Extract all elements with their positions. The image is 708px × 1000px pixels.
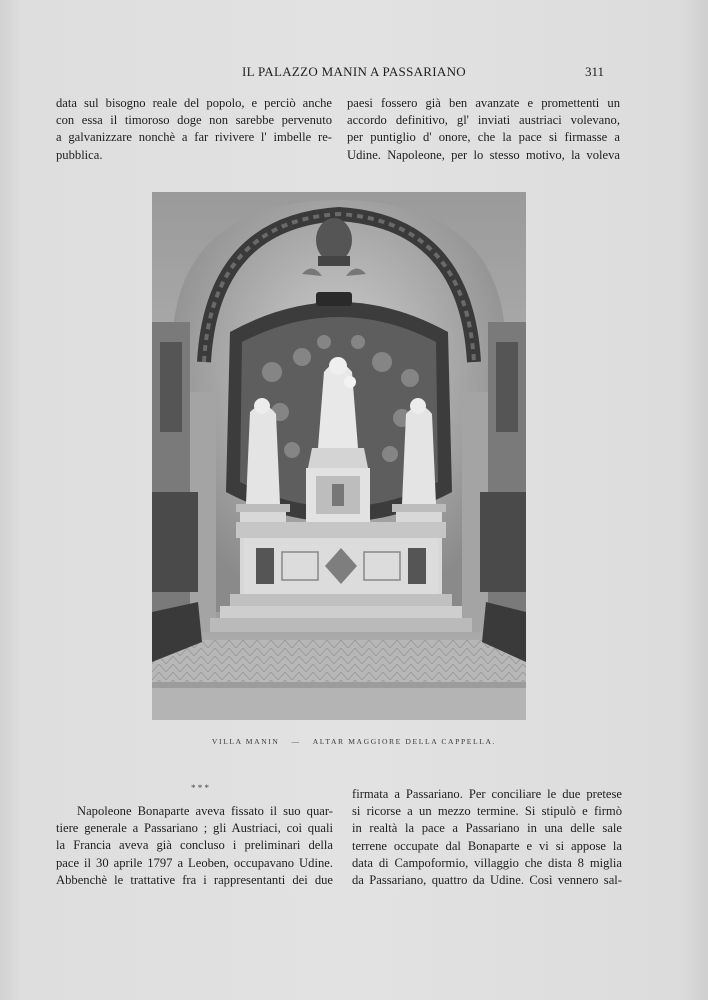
caption-place: VILLA MANIN bbox=[211, 737, 280, 746]
text-line: in realtà la pace a Passariano in una delle sale bbox=[352, 821, 622, 836]
text-line: data di Campoformio, villaggio che dista 8 miglia bbox=[352, 855, 622, 870]
text-line: a galvanizzare nonchè a far rivivere l' imbelle re- bbox=[56, 130, 332, 145]
section-break-asterism: * * * bbox=[191, 783, 209, 793]
text-line: accordo definitivo, gl' inviati austriaci volevano, bbox=[347, 113, 620, 128]
text-line: paesi fossero già ben avanzate e promettenti un bbox=[347, 96, 620, 110]
bottom-right-column bbox=[352, 786, 622, 889]
text-line: terrene occupate dal Bonaparte e vi si appose la bbox=[352, 838, 622, 853]
text-line: firmata a Passariano. Per conciliare le due pretese bbox=[352, 787, 622, 801]
text-line: con essa il timoroso doge non sarebbe pervenuto bbox=[56, 113, 332, 128]
text-line: si ricorse a un mezzo termine. Si stipulò e firmò bbox=[352, 804, 622, 819]
text-line: data sul bisogno reale del popolo, e perciò anche bbox=[56, 96, 332, 110]
text-line: Udine. Napoleone, per lo stesso motivo, la voleva bbox=[347, 147, 620, 162]
text-line: Napoleone Bonaparte aveva fissato il suo quar- bbox=[77, 804, 333, 818]
text-line: da Passariano, quattro da Udine. Così vennero sal- bbox=[352, 873, 622, 888]
text-line: Abbenchè le trattative fra i rappresentanti dei due bbox=[56, 872, 333, 887]
top-right-column bbox=[347, 95, 620, 164]
text-line: tiere generale a Passariano ; gli Austriaci, coi quali bbox=[56, 821, 333, 836]
caption-dash: — bbox=[291, 737, 301, 746]
figure-caption bbox=[0, 737, 708, 746]
top-left-column bbox=[56, 95, 332, 164]
text-line: per puntiglio d' onore, che la pace si firmasse a bbox=[347, 130, 620, 145]
page-number: 311 bbox=[585, 64, 605, 79]
text-line: pace il 30 aprile 1797 a Leoben, occupavano Udine. bbox=[56, 855, 333, 870]
text-line: la Francia aveva già concluso i preliminari della bbox=[56, 838, 333, 853]
caption-subject: ALTAR MAGGIORE DELLA CAPPELLA. bbox=[312, 737, 497, 746]
bottom-left-column bbox=[56, 803, 333, 889]
altar-photograph bbox=[152, 192, 526, 720]
running-title: IL PALAZZO MANIN A PASSARIANO bbox=[242, 64, 466, 79]
text-line: pubblica. bbox=[56, 147, 103, 162]
